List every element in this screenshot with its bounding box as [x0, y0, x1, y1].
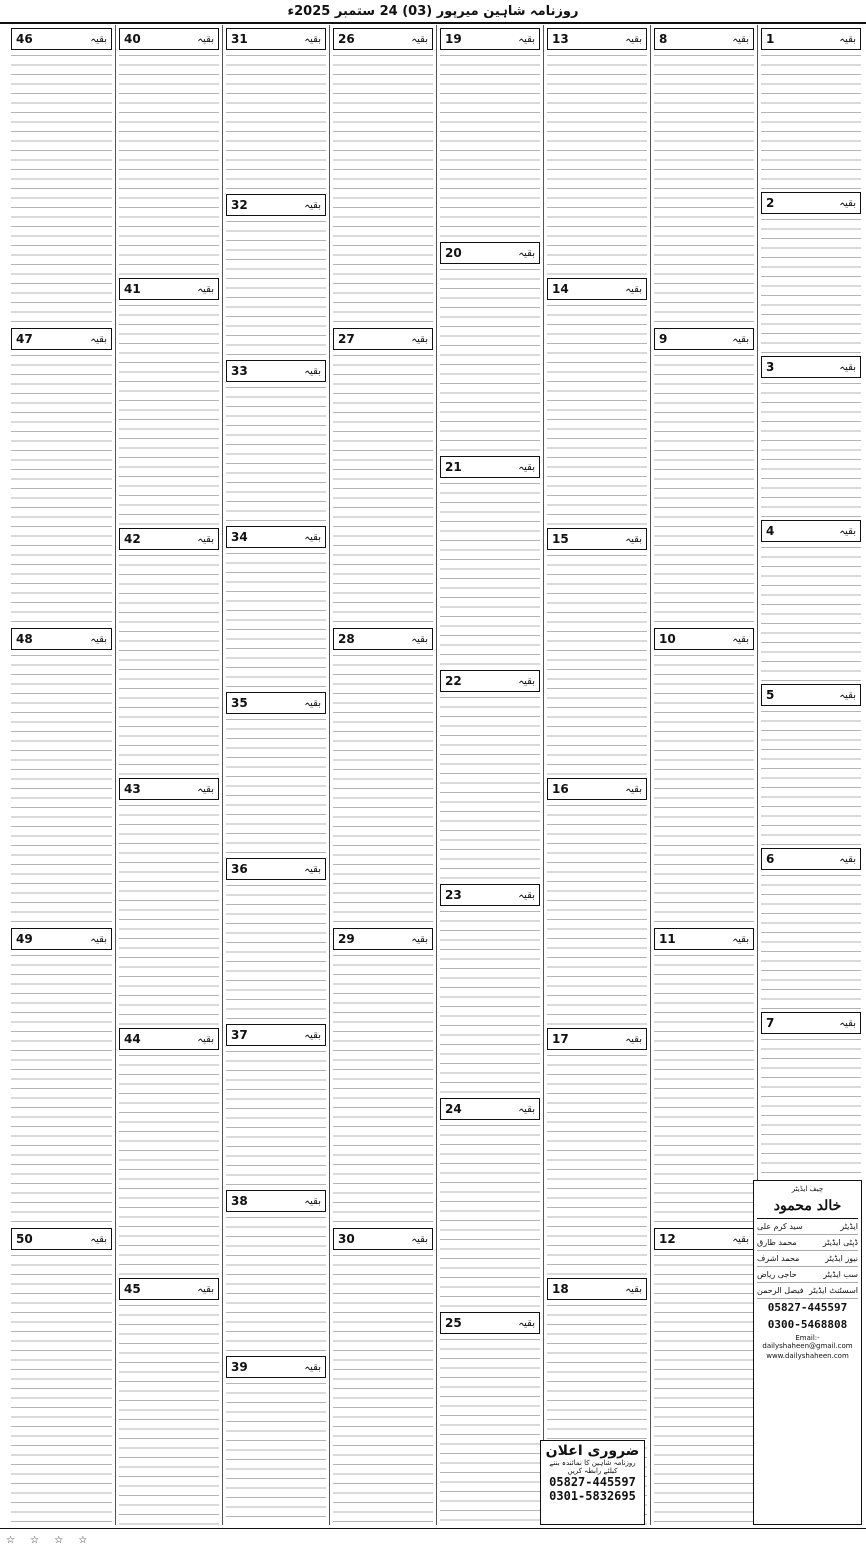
box-number: 28: [338, 632, 355, 646]
continuation-box: [440, 1098, 540, 1120]
article-47: [11, 325, 112, 625]
notice-ad: [540, 1440, 645, 1525]
box-number: 30: [338, 1232, 355, 1246]
box-number: 5: [766, 688, 775, 702]
continuation-box: [440, 242, 540, 264]
article-2: [761, 189, 861, 353]
box-label: بقیہ: [304, 1361, 321, 1373]
article-body-text: [761, 708, 861, 845]
article-body-text: [119, 52, 219, 275]
box-label: بقیہ: [304, 863, 321, 875]
staff-role: نیوز ایڈیٹر: [825, 1254, 858, 1263]
article-19: [440, 25, 540, 239]
box-label: بقیہ: [625, 1283, 642, 1295]
article-32: [226, 191, 326, 357]
box-number: 48: [16, 632, 33, 646]
continuation-box: [333, 328, 433, 350]
box-label: بقیہ: [197, 1033, 214, 1045]
box-number: 24: [445, 1102, 462, 1116]
continuation-box: [761, 848, 861, 870]
article-body-text: [654, 952, 754, 1225]
box-label: بقیہ: [732, 333, 749, 345]
article-body-text: [547, 302, 647, 525]
continuation-box: [11, 928, 112, 950]
box-label: بقیہ: [839, 33, 856, 45]
staff-name: فیصل الرحمن: [757, 1286, 804, 1295]
box-label: بقیہ: [304, 531, 321, 543]
box-number: 26: [338, 32, 355, 46]
box-label: بقیہ: [304, 365, 321, 377]
box-label: بقیہ: [518, 33, 535, 45]
staff-email: Email:-dailyshaheen@gmail.com: [762, 1334, 853, 1350]
continuation-box: [547, 278, 647, 300]
box-number: 29: [338, 932, 355, 946]
article-body-text: [226, 1380, 326, 1519]
box-number: 4: [766, 524, 775, 538]
staff-row: [757, 1267, 858, 1283]
article-body-text: [119, 552, 219, 775]
article-body-text: [333, 352, 433, 625]
box-number: 41: [124, 282, 141, 296]
continuation-box: [11, 1228, 112, 1250]
article-6: [761, 845, 861, 1009]
article-25: [440, 1309, 540, 1523]
article-16: [547, 775, 647, 1025]
box-number: 36: [231, 862, 248, 876]
box-number: 44: [124, 1032, 141, 1046]
column-6: [222, 25, 329, 1525]
box-label: بقیہ: [411, 933, 428, 945]
box-label: بقیہ: [839, 197, 856, 209]
continuation-box: [761, 1012, 861, 1034]
article-46: [11, 25, 112, 325]
box-label: بقیہ: [304, 1195, 321, 1207]
article-body-text: [654, 52, 754, 325]
continuation-box: [226, 692, 326, 714]
continuation-box: [440, 670, 540, 692]
box-number: 35: [231, 696, 248, 710]
box-number: 50: [16, 1232, 33, 1246]
box-label: بقیہ: [732, 933, 749, 945]
article-body-text: [11, 952, 112, 1225]
box-number: 15: [552, 532, 569, 546]
box-label: بقیہ: [625, 533, 642, 545]
article-body-text: [119, 1302, 219, 1525]
column-7: [115, 25, 222, 1525]
box-label: بقیہ: [518, 675, 535, 687]
continuation-box: [440, 456, 540, 478]
article-body-text: [119, 802, 219, 1025]
staff-role: سب ایڈیٹر: [823, 1270, 858, 1279]
staff-phone-1: 05827-445597: [767, 1301, 848, 1314]
box-number: 3: [766, 360, 775, 374]
continuation-box: [226, 28, 326, 50]
article-23: [440, 881, 540, 1095]
box-label: بقیہ: [839, 853, 856, 865]
article-22: [440, 667, 540, 881]
box-number: 31: [231, 32, 248, 46]
article-body-text: [333, 952, 433, 1225]
box-number: 40: [124, 32, 141, 46]
ad-phone-2: 0301-5832695: [549, 1489, 636, 1503]
box-number: 21: [445, 460, 462, 474]
box-number: 6: [766, 852, 775, 866]
article-5: [761, 681, 861, 845]
staff-website: www.dailyshaheen.com: [766, 1352, 849, 1360]
continuation-box: [654, 28, 754, 50]
continuation-box: [119, 528, 219, 550]
box-number: 22: [445, 674, 462, 688]
box-label: بقیہ: [625, 33, 642, 45]
box-number: 11: [659, 932, 676, 946]
article-body-text: [547, 1052, 647, 1275]
continuation-box: [440, 884, 540, 906]
continuation-box: [547, 1028, 647, 1050]
staff-role: اسسٹنٹ ایڈیٹر: [809, 1286, 858, 1295]
article-4: [761, 517, 861, 681]
article-body-text: [11, 352, 112, 625]
article-body-text: [761, 216, 861, 353]
continuation-box: [761, 192, 861, 214]
footer-stars: ☆ ☆ ☆ ☆: [6, 1535, 94, 1546]
box-label: بقیہ: [304, 199, 321, 211]
continuation-box: [333, 628, 433, 650]
article-1: [761, 25, 861, 189]
article-body-text: [440, 52, 540, 239]
box-label: بقیہ: [732, 33, 749, 45]
continuation-box: [654, 928, 754, 950]
box-number: 38: [231, 1194, 248, 1208]
box-label: بقیہ: [518, 1317, 535, 1329]
box-label: بقیہ: [411, 633, 428, 645]
article-50: [11, 1225, 112, 1525]
staff-role: ڈپٹی ایڈیٹر: [822, 1238, 858, 1247]
box-number: 32: [231, 198, 248, 212]
article-12: [654, 1225, 754, 1525]
ad-heading: ضروری اعلان: [545, 1443, 640, 1459]
staff-name: محمد اشرف: [757, 1254, 800, 1263]
box-label: بقیہ: [90, 1233, 107, 1245]
continuation-box: [11, 328, 112, 350]
continuation-box: [119, 28, 219, 50]
masthead: [0, 0, 866, 24]
box-label: بقیہ: [411, 333, 428, 345]
continuation-box: [226, 526, 326, 548]
article-44: [119, 1025, 219, 1275]
staff-name: حاجی ریاض: [757, 1270, 797, 1279]
continuation-box: [761, 684, 861, 706]
article-body-text: [654, 352, 754, 625]
article-27: [333, 325, 433, 625]
article-body-text: [119, 302, 219, 525]
article-body-text: [440, 908, 540, 1095]
article-body-text: [333, 52, 433, 325]
staff-name: محمد طارق: [757, 1238, 797, 1247]
continuation-box: [654, 328, 754, 350]
article-body-text: [547, 552, 647, 775]
article-31: [226, 25, 326, 191]
box-label: بقیہ: [839, 361, 856, 373]
box-number: 49: [16, 932, 33, 946]
continuation-box: [547, 1278, 647, 1300]
article-body-text: [333, 1252, 433, 1525]
continuation-box: [654, 1228, 754, 1250]
footer: [0, 1528, 866, 1552]
article-14: [547, 275, 647, 525]
article-7: [761, 1009, 861, 1173]
continuation-box: [119, 778, 219, 800]
box-label: بقیہ: [625, 783, 642, 795]
editor-label: چیف ایڈیٹر: [791, 1185, 824, 1193]
box-label: بقیہ: [90, 933, 107, 945]
box-number: 8: [659, 32, 668, 46]
continuation-box: [440, 28, 540, 50]
staff-name: سید کرم علی: [757, 1222, 803, 1231]
box-label: بقیہ: [625, 1033, 642, 1045]
article-body-text: [226, 384, 326, 523]
article-body-text: [547, 802, 647, 1025]
box-label: بقیہ: [518, 889, 535, 901]
columns-area: [2, 25, 864, 1525]
box-label: بقیہ: [197, 1283, 214, 1295]
box-number: 45: [124, 1282, 141, 1296]
ad-phone-1: 05827-445597: [549, 1475, 636, 1489]
article-38: [226, 1187, 326, 1353]
box-label: بقیہ: [518, 247, 535, 259]
box-number: 9: [659, 332, 668, 346]
continuation-box: [226, 1024, 326, 1046]
article-body-text: [547, 52, 647, 275]
box-number: 18: [552, 1282, 569, 1296]
box-number: 25: [445, 1316, 462, 1330]
box-number: 17: [552, 1032, 569, 1046]
continuation-box: [119, 1028, 219, 1050]
continuation-box: [226, 194, 326, 216]
article-30: [333, 1225, 433, 1525]
article-39: [226, 1353, 326, 1519]
box-label: بقیہ: [90, 633, 107, 645]
article-29: [333, 925, 433, 1225]
article-body-text: [761, 872, 861, 1009]
ad-text: روزنامہ شاہین کا نمائندہ بننے کیلئے رابطہ کریں: [549, 1459, 636, 1475]
continuation-box: [226, 360, 326, 382]
article-9: [654, 325, 754, 625]
continuation-box: [226, 1356, 326, 1378]
article-43: [119, 775, 219, 1025]
article-body-text: [226, 1214, 326, 1353]
staff-row: [757, 1219, 858, 1235]
article-body-text: [654, 652, 754, 925]
box-number: 10: [659, 632, 676, 646]
continuation-box: [761, 356, 861, 378]
column-2: [650, 25, 757, 1525]
box-label: بقیہ: [304, 33, 321, 45]
box-label: بقیہ: [197, 783, 214, 795]
box-label: بقیہ: [90, 333, 107, 345]
box-label: بقیہ: [411, 33, 428, 45]
box-label: بقیہ: [839, 689, 856, 701]
box-number: 7: [766, 1016, 775, 1030]
article-17: [547, 1025, 647, 1275]
continuation-box: [761, 520, 861, 542]
continuation-box: [654, 628, 754, 650]
article-40: [119, 25, 219, 275]
article-body-text: [226, 882, 326, 1021]
article-body-text: [440, 266, 540, 453]
article-3: [761, 353, 861, 517]
article-body-text: [440, 694, 540, 881]
article-body-text: [440, 1336, 540, 1523]
continuation-box: [547, 528, 647, 550]
continuation-box: [226, 1190, 326, 1212]
continuation-box: [333, 1228, 433, 1250]
staff-row: [757, 1283, 858, 1299]
box-label: بقیہ: [197, 283, 214, 295]
article-body-text: [761, 52, 861, 189]
column-3: [543, 25, 650, 1525]
box-number: 16: [552, 782, 569, 796]
article-35: [226, 689, 326, 855]
article-body-text: [119, 1052, 219, 1275]
box-label: بقیہ: [411, 1233, 428, 1245]
box-number: 46: [16, 32, 33, 46]
article-body-text: [11, 652, 112, 925]
article-41: [119, 275, 219, 525]
continuation-box: [11, 628, 112, 650]
article-body-text: [226, 52, 326, 191]
article-body-text: [226, 218, 326, 357]
article-10: [654, 625, 754, 925]
article-8: [654, 25, 754, 325]
continuation-box: [11, 28, 112, 50]
article-34: [226, 523, 326, 689]
continuation-box: [226, 858, 326, 880]
article-21: [440, 453, 540, 667]
article-body-text: [11, 1252, 112, 1525]
box-number: 34: [231, 530, 248, 544]
continuation-box: [333, 28, 433, 50]
continuation-box: [547, 778, 647, 800]
article-body-text: [226, 550, 326, 689]
staff-row: [757, 1251, 858, 1267]
box-number: 47: [16, 332, 33, 346]
box-number: 27: [338, 332, 355, 346]
article-36: [226, 855, 326, 1021]
column-4: [436, 25, 543, 1525]
box-number: 12: [659, 1232, 676, 1246]
staff-phone-2: 0300-5468808: [767, 1318, 848, 1331]
box-number: 33: [231, 364, 248, 378]
continuation-box: [761, 28, 861, 50]
editor-name: خالد محمود: [757, 1194, 858, 1219]
article-body-text: [333, 652, 433, 925]
box-label: بقیہ: [197, 533, 214, 545]
staff-role: ایڈیٹر: [840, 1222, 858, 1231]
article-body-text: [11, 52, 112, 325]
box-label: بقیہ: [839, 525, 856, 537]
box-number: 23: [445, 888, 462, 902]
continuation-box: [547, 28, 647, 50]
box-number: 2: [766, 196, 775, 210]
article-45: [119, 1275, 219, 1525]
article-24: [440, 1095, 540, 1309]
box-number: 1: [766, 32, 775, 46]
column-5: [329, 25, 436, 1525]
box-number: 42: [124, 532, 141, 546]
box-number: 20: [445, 246, 462, 260]
article-13: [547, 25, 647, 275]
article-26: [333, 25, 433, 325]
box-label: بقیہ: [839, 1017, 856, 1029]
continuation-box: [333, 928, 433, 950]
box-number: 39: [231, 1360, 248, 1374]
box-label: بقیہ: [732, 633, 749, 645]
article-body-text: [761, 544, 861, 681]
box-label: بقیہ: [304, 1029, 321, 1041]
box-label: بقیہ: [518, 1103, 535, 1115]
article-body-text: [226, 1048, 326, 1187]
article-body-text: [654, 1252, 754, 1525]
box-number: 19: [445, 32, 462, 46]
article-body-text: [761, 1036, 861, 1173]
staff-rows: [757, 1219, 858, 1299]
article-11: [654, 925, 754, 1225]
article-body-text: [440, 1122, 540, 1309]
article-body-text: [440, 480, 540, 667]
box-number: 37: [231, 1028, 248, 1042]
box-number: 13: [552, 32, 569, 46]
box-label: بقیہ: [518, 461, 535, 473]
article-body-text: [226, 716, 326, 855]
box-label: بقیہ: [197, 33, 214, 45]
continuation-box: [440, 1312, 540, 1334]
article-33: [226, 357, 326, 523]
box-number: 14: [552, 282, 569, 296]
staff-box: [753, 1180, 862, 1525]
article-body-text: [761, 380, 861, 517]
continuation-box: [119, 278, 219, 300]
staff-row: [757, 1235, 858, 1251]
box-label: بقیہ: [304, 697, 321, 709]
article-15: [547, 525, 647, 775]
box-label: بقیہ: [90, 33, 107, 45]
article-37: [226, 1021, 326, 1187]
article-28: [333, 625, 433, 925]
article-42: [119, 525, 219, 775]
box-label: بقیہ: [732, 1233, 749, 1245]
article-48: [11, 625, 112, 925]
article-20: [440, 239, 540, 453]
masthead-title: روزنامہ شاہین میرپور (03) 24 ستمبر 2025ء: [287, 3, 579, 19]
continuation-box: [119, 1278, 219, 1300]
article-49: [11, 925, 112, 1225]
column-8: [8, 25, 115, 1525]
box-number: 43: [124, 782, 141, 796]
box-label: بقیہ: [625, 283, 642, 295]
